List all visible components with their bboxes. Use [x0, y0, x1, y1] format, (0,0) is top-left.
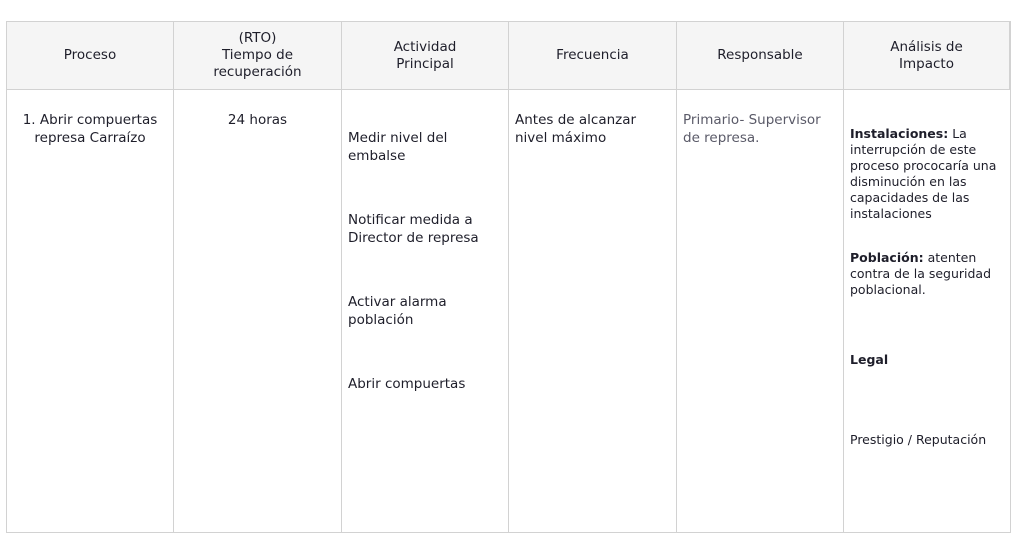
activity-item: Abrir compuertas	[348, 376, 466, 392]
cell-responsable: Primario- Supervisor de represa.	[677, 90, 844, 532]
impact-instalaciones	[850, 126, 1002, 222]
header-frecuencia: Frecuencia	[509, 22, 677, 90]
header-rto: (RTO) Tiempo de recuperación	[174, 22, 342, 90]
activity-item: Activar alarma población	[348, 294, 447, 328]
instalaciones-label: Instalaciones:	[850, 126, 949, 141]
impact-poblacion	[850, 250, 1002, 298]
header-responsable: Responsable	[677, 22, 844, 90]
legal-label: Legal	[850, 352, 889, 367]
header-actividad: Actividad Principal	[342, 22, 509, 90]
instalaciones-text: La interrupción de este proceso prococaría una disminución en las capacidades de las instalaciones	[850, 126, 997, 221]
impact-prestigio: Prestigio / Reputación	[850, 432, 987, 447]
activity-item: Medir nivel del embalse	[348, 130, 448, 164]
poblacion-label: Población:	[850, 250, 924, 265]
header-proceso: Proceso	[7, 22, 174, 90]
cell-impacto	[844, 90, 1010, 532]
activity-item: Notificar medida a Director de represa	[348, 212, 479, 246]
cell-frecuencia: Antes de alcanzar nivel máximo	[509, 90, 677, 532]
header-impacto: Análisis de Impacto	[844, 22, 1010, 90]
cell-actividades	[342, 90, 509, 532]
impact-legal	[850, 352, 1002, 368]
cell-rto: 24 horas	[174, 90, 342, 532]
cell-proceso: 1. Abrir compuertas represa Carraízo	[7, 90, 174, 532]
bia-table	[6, 21, 1011, 533]
poblacion-text: atenten contra de la seguridad poblacional.	[850, 250, 992, 297]
